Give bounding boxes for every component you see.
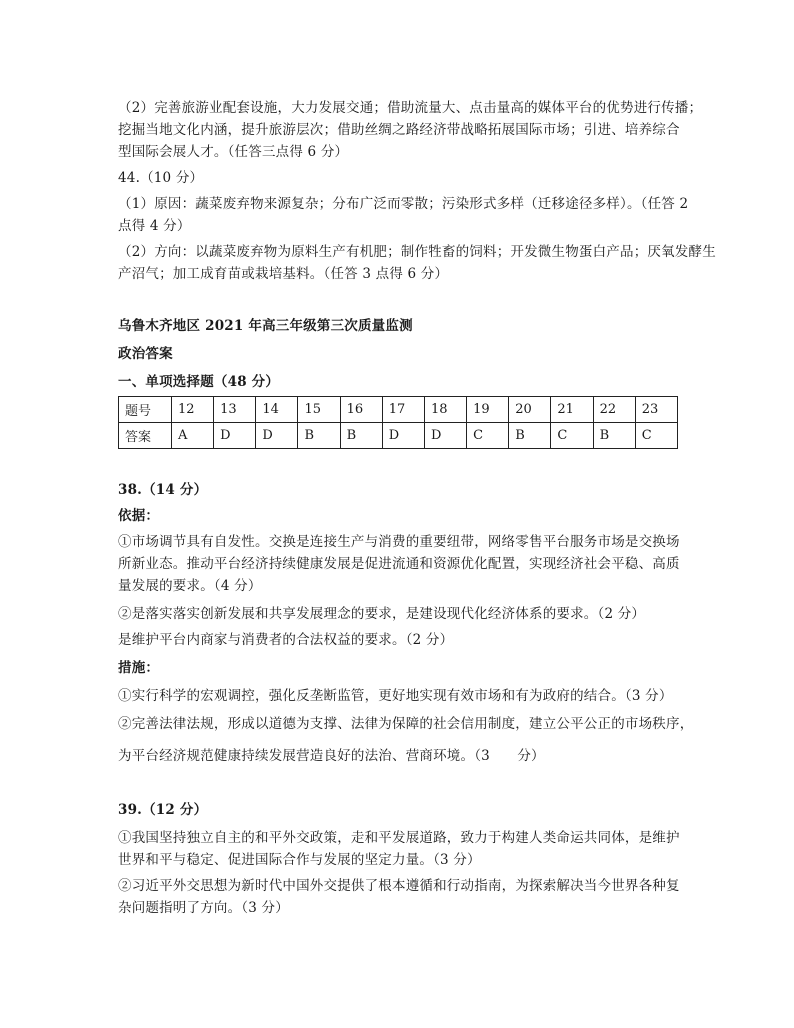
cell-answer: D — [382, 423, 424, 449]
cell-answer: C — [551, 423, 593, 449]
section-1-heading: 一、单项选择题（48 分） — [118, 374, 280, 390]
cell-number: 19 — [467, 397, 509, 423]
geo-q44-1-line-1: （1）原因：蔬菜废弃物来源复杂；分布广泛而零散；污染形式多样（迁移途径多样）。（任答 2 — [118, 196, 689, 212]
q39-title: 39.（12 分） — [118, 802, 208, 818]
geo-q43-2-line-2: 挖掘当地文化内涵，提升旅游层次；借助丝绸之路经济带战略拓展国际市场；引进、培养综合 — [118, 122, 680, 138]
row-label-number: 题号 — [119, 397, 172, 423]
cell-number: 21 — [551, 397, 593, 423]
q39-1-line-2: 世界和平与稳定、促进国际合作与发展的坚定力量。（3 分） — [118, 852, 481, 868]
cell-answer: D — [424, 423, 466, 449]
geo-q44-2-line-1: （2）方向：以蔬菜废弃物为原料生产有机肥；制作牲畜的饲料；开发微生物蛋白产品；厌氧发酵生 — [118, 244, 716, 260]
row-label-answer: 答案 — [119, 423, 172, 449]
q39-2-line-1: ②习近平外交思想为新时代中国外交提供了根本遵循和行动指南，为探索解决当今世界各种复 — [118, 878, 680, 894]
answer-table — [118, 396, 678, 449]
cell-answer: A — [172, 423, 214, 449]
geo-q44-title: 44.（10 分） — [118, 170, 204, 186]
cell-answer: C — [467, 423, 509, 449]
table-row-numbers — [119, 397, 678, 423]
cell-answer: D — [214, 423, 256, 449]
politics-subtitle: 政治答案 — [118, 346, 173, 362]
q39-1-line-1: ①我国坚持独立自主的和平外交政策，走和平发展道路，致力于构建人类命运共同体，是维护 — [118, 830, 680, 846]
cell-number: 14 — [256, 397, 298, 423]
cell-answer: D — [256, 423, 298, 449]
cell-number: 23 — [635, 397, 677, 423]
q38-basis-heading: 依据： — [118, 508, 160, 524]
q38-basis-3: 是维护平台内商家与消费者的合法权益的要求。（2 分） — [118, 632, 454, 648]
q38-basis-1-line-1: ①市场调节具有自发性。交换是连接生产与消费的重要纽带，网络零售平台服务市场是交换场 — [118, 534, 680, 550]
geo-q44-2-line-2: 产沼气；加工成育苗或栽培基料。（任答 3 点得 6 分） — [118, 266, 449, 282]
cell-number: 16 — [340, 397, 382, 423]
cell-answer: B — [593, 423, 635, 449]
q38-measures-heading: 措施： — [118, 660, 160, 676]
cell-number: 15 — [298, 397, 340, 423]
cell-number: 20 — [509, 397, 551, 423]
cell-number: 13 — [214, 397, 256, 423]
q38-title: 38.（14 分） — [118, 482, 208, 498]
cell-number: 12 — [172, 397, 214, 423]
cell-number: 18 — [424, 397, 466, 423]
q38-basis-1-line-2: 所新业态。推动平台经济持续健康发展是促进流通和资源优化配置，实现经济社会平稳、高质 — [118, 556, 680, 572]
geo-q44-1-line-2: 点得 4 分） — [118, 218, 191, 234]
q38-measure-2-line-2: 为平台经济规范健康持续发展营造良好的法治、营商环境。（3 分） — [118, 748, 545, 764]
cell-answer: B — [340, 423, 382, 449]
q39-2-line-2: 杂问题指明了方向。（3 分） — [118, 900, 289, 916]
geo-q43-2-line-3: 型国际会展人才。（任答三点得 6 分） — [118, 144, 349, 160]
cell-answer: B — [509, 423, 551, 449]
table-row-answers — [119, 423, 678, 449]
cell-answer: B — [298, 423, 340, 449]
cell-number: 22 — [593, 397, 635, 423]
politics-title: 乌鲁木齐地区 2021 年高三年级第三次质量监测 — [118, 318, 413, 334]
q38-measure-1: ①实行科学的宏观调控，强化反垄断监管，更好地实现有效市场和有为政府的结合。（3 分） — [118, 688, 673, 704]
geo-q43-2-line-1: （2）完善旅游业配套设施，大力发展交通；借助流量大、点击量高的媒体平台的优势进行传播； — [118, 100, 703, 116]
q38-basis-2: ②是落实落实创新发展和共享发展理念的要求，是建设现代化经济体系的要求。（2 分） — [118, 606, 646, 622]
q38-measure-2-line-1: ②完善法律法规，形成以道德为支撑、法律为保障的社会信用制度，建立公平公正的市场秩序， — [118, 716, 694, 732]
cell-number: 17 — [382, 397, 424, 423]
q38-basis-1-line-3: 量发展的要求。（4 分） — [118, 578, 262, 594]
cell-answer: C — [635, 423, 677, 449]
